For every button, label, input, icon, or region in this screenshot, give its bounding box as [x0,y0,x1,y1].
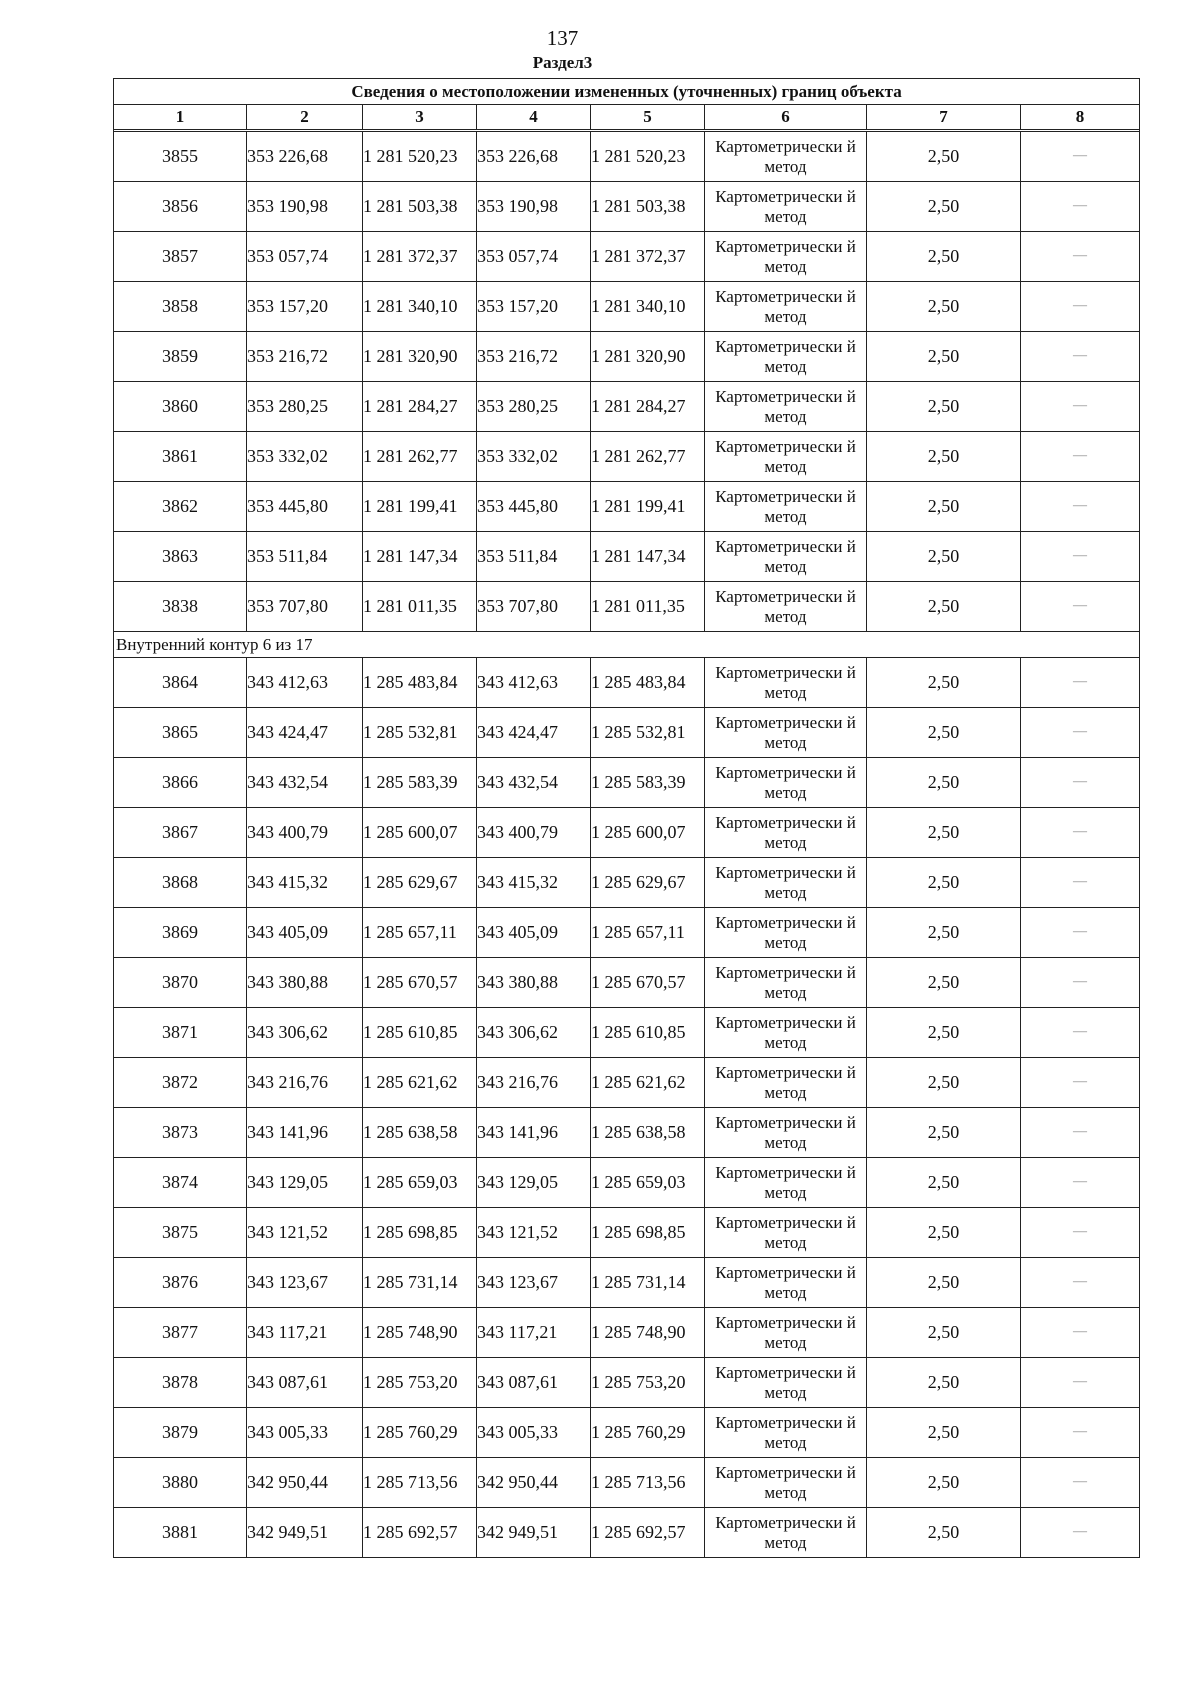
accuracy-cell: 2,50 [867,132,1021,182]
table-row [114,1308,1140,1358]
y-existing-cell: 1 285 657,11 [363,908,477,958]
accuracy-cell: 2,50 [867,182,1021,232]
description-cell: — [1021,1458,1140,1508]
point-number-cell: 3870 [114,958,247,1008]
x-new-cell: 353 332,02 [477,432,591,482]
y-new-cell: 1 281 372,37 [591,232,705,282]
accuracy-cell: 2,50 [867,532,1021,582]
point-number-cell: 3863 [114,532,247,582]
method-cell: Картометрически й метод [705,332,867,382]
y-existing-cell: 1 281 147,34 [363,532,477,582]
y-new-cell: 1 285 621,62 [591,1058,705,1108]
y-existing-cell: 1 281 520,23 [363,132,477,182]
point-number-cell: 3855 [114,132,247,182]
y-existing-cell: 1 281 372,37 [363,232,477,282]
point-number-cell: 3872 [114,1058,247,1108]
column-number: 8 [1021,105,1140,130]
method-cell: Картометрически й метод [705,582,867,632]
point-number-cell: 3875 [114,1208,247,1258]
y-existing-cell: 1 281 284,27 [363,382,477,432]
point-number-cell: 3861 [114,432,247,482]
x-existing-cell: 343 123,67 [247,1258,363,1308]
x-new-cell: 342 950,44 [477,1458,591,1508]
y-new-cell: 1 285 692,57 [591,1508,705,1558]
x-existing-cell: 343 005,33 [247,1408,363,1458]
x-new-cell: 353 226,68 [477,132,591,182]
x-new-cell: 343 306,62 [477,1008,591,1058]
x-existing-cell: 353 332,02 [247,432,363,482]
y-existing-cell: 1 281 011,35 [363,582,477,632]
y-existing-cell: 1 285 731,14 [363,1258,477,1308]
accuracy-cell: 2,50 [867,1458,1021,1508]
y-new-cell: 1 281 147,34 [591,532,705,582]
y-existing-cell: 1 285 760,29 [363,1408,477,1458]
y-existing-cell: 1 285 659,03 [363,1158,477,1208]
accuracy-cell: 2,50 [867,758,1021,808]
accuracy-cell: 2,50 [867,432,1021,482]
x-existing-cell: 343 412,63 [247,658,363,708]
point-number-cell: 3865 [114,708,247,758]
y-new-cell: 1 281 262,77 [591,432,705,482]
y-existing-cell: 1 281 503,38 [363,182,477,232]
point-number-cell: 3876 [114,1258,247,1308]
point-number-cell: 3873 [114,1108,247,1158]
accuracy-cell: 2,50 [867,1308,1021,1358]
table-row [114,1208,1140,1258]
accuracy-cell: 2,50 [867,1258,1021,1308]
y-existing-cell: 1 281 199,41 [363,482,477,532]
point-number-cell: 3864 [114,658,247,708]
y-existing-cell: 1 285 748,90 [363,1308,477,1358]
method-cell: Картометрически й метод [705,132,867,182]
y-new-cell: 1 285 698,85 [591,1208,705,1258]
description-cell: — [1021,1008,1140,1058]
table-row [114,1108,1140,1158]
method-cell: Картометрически й метод [705,432,867,482]
y-new-cell: 1 285 670,57 [591,958,705,1008]
y-new-cell: 1 285 659,03 [591,1158,705,1208]
column-number: 1 [114,105,247,130]
description-cell: — [1021,1208,1140,1258]
accuracy-cell: 2,50 [867,908,1021,958]
accuracy-cell: 2,50 [867,582,1021,632]
table-row [114,432,1140,482]
y-new-cell: 1 285 753,20 [591,1358,705,1408]
x-existing-cell: 342 949,51 [247,1508,363,1558]
point-number-cell: 3860 [114,382,247,432]
description-cell: — [1021,282,1140,332]
point-number-cell: 3879 [114,1408,247,1458]
accuracy-cell: 2,50 [867,282,1021,332]
method-cell: Картометрически й метод [705,858,867,908]
x-existing-cell: 343 141,96 [247,1108,363,1158]
x-existing-cell: 343 216,76 [247,1058,363,1108]
description-cell: — [1021,532,1140,582]
accuracy-cell: 2,50 [867,1508,1021,1558]
y-new-cell: 1 281 340,10 [591,282,705,332]
table-row [114,532,1140,582]
method-cell: Картометрически й метод [705,658,867,708]
x-new-cell: 343 123,67 [477,1258,591,1308]
table-row [114,758,1140,808]
x-existing-cell: 343 424,47 [247,708,363,758]
accuracy-cell: 2,50 [867,1158,1021,1208]
method-cell: Картометрически й метод [705,1158,867,1208]
y-existing-cell: 1 285 629,67 [363,858,477,908]
y-new-cell: 1 285 731,14 [591,1258,705,1308]
x-new-cell: 343 400,79 [477,808,591,858]
table-row [114,582,1140,632]
x-existing-cell: 343 121,52 [247,1208,363,1258]
column-number: 2 [247,105,363,130]
table-row [114,1158,1140,1208]
description-cell: — [1021,758,1140,808]
y-new-cell: 1 281 520,23 [591,132,705,182]
accuracy-cell: 2,50 [867,482,1021,532]
accuracy-cell: 2,50 [867,1408,1021,1458]
table-body [114,132,1140,1558]
x-new-cell: 343 087,61 [477,1358,591,1408]
x-new-cell: 353 707,80 [477,582,591,632]
y-existing-cell: 1 285 692,57 [363,1508,477,1558]
table-row [114,908,1140,958]
description-cell: — [1021,1508,1140,1558]
x-existing-cell: 353 445,80 [247,482,363,532]
contour-label: Внутренний контур 6 из 17 [114,632,1140,658]
y-new-cell: 1 281 320,90 [591,332,705,382]
description-cell: — [1021,808,1140,858]
accuracy-cell: 2,50 [867,858,1021,908]
table-row [114,232,1140,282]
accuracy-cell: 2,50 [867,708,1021,758]
column-number: 3 [363,105,477,130]
method-cell: Картометрически й метод [705,1458,867,1508]
accuracy-cell: 2,50 [867,658,1021,708]
y-new-cell: 1 285 657,11 [591,908,705,958]
accuracy-cell: 2,50 [867,382,1021,432]
x-new-cell: 353 157,20 [477,282,591,332]
column-number: 5 [591,105,705,130]
table-row [114,1358,1140,1408]
y-new-cell: 1 285 748,90 [591,1308,705,1358]
x-existing-cell: 353 707,80 [247,582,363,632]
description-cell: — [1021,858,1140,908]
accuracy-cell: 2,50 [867,1208,1021,1258]
y-existing-cell: 1 281 320,90 [363,332,477,382]
description-cell: — [1021,908,1140,958]
method-cell: Картометрически й метод [705,382,867,432]
x-new-cell: 353 280,25 [477,382,591,432]
table-row [114,708,1140,758]
description-cell: — [1021,958,1140,1008]
method-cell: Картометрически й метод [705,808,867,858]
point-number-cell: 3868 [114,858,247,908]
accuracy-cell: 2,50 [867,1008,1021,1058]
point-number-cell: 3867 [114,808,247,858]
x-existing-cell: 343 415,32 [247,858,363,908]
table-row [114,282,1140,332]
method-cell: Картометрически й метод [705,908,867,958]
description-cell: — [1021,1408,1140,1458]
accuracy-cell: 2,50 [867,232,1021,282]
table-row [114,1458,1140,1508]
y-new-cell: 1 281 284,27 [591,382,705,432]
description-cell: — [1021,382,1140,432]
x-new-cell: 343 117,21 [477,1308,591,1358]
y-new-cell: 1 281 503,38 [591,182,705,232]
x-new-cell: 353 511,84 [477,532,591,582]
y-new-cell: 1 285 532,81 [591,708,705,758]
y-new-cell: 1 285 629,67 [591,858,705,908]
x-new-cell: 353 057,74 [477,232,591,282]
y-new-cell: 1 285 760,29 [591,1408,705,1458]
table-row [114,382,1140,432]
method-cell: Картометрически й метод [705,1508,867,1558]
y-existing-cell: 1 285 483,84 [363,658,477,708]
y-existing-cell: 1 285 610,85 [363,1008,477,1058]
x-new-cell: 343 412,63 [477,658,591,708]
x-existing-cell: 353 226,68 [247,132,363,182]
table-row [114,1258,1140,1308]
point-number-cell: 3869 [114,908,247,958]
description-cell: — [1021,132,1140,182]
y-new-cell: 1 281 011,35 [591,582,705,632]
table-row [114,332,1140,382]
description-cell: — [1021,332,1140,382]
x-existing-cell: 343 117,21 [247,1308,363,1358]
method-cell: Картометрически й метод [705,182,867,232]
table-row [114,958,1140,1008]
x-new-cell: 343 432,54 [477,758,591,808]
y-existing-cell: 1 285 753,20 [363,1358,477,1408]
y-new-cell: 1 285 638,58 [591,1108,705,1158]
table-row [114,132,1140,182]
x-existing-cell: 353 157,20 [247,282,363,332]
x-new-cell: 343 424,47 [477,708,591,758]
table-row [114,482,1140,532]
point-number-cell: 3877 [114,1308,247,1358]
x-new-cell: 343 005,33 [477,1408,591,1458]
description-cell: — [1021,482,1140,532]
point-number-cell: 3871 [114,1008,247,1058]
point-number-cell: 3866 [114,758,247,808]
table-row [114,1408,1140,1458]
x-new-cell: 342 949,51 [477,1508,591,1558]
y-new-cell: 1 281 199,41 [591,482,705,532]
y-existing-cell: 1 285 621,62 [363,1058,477,1108]
x-existing-cell: 343 432,54 [247,758,363,808]
y-existing-cell: 1 285 638,58 [363,1108,477,1158]
x-new-cell: 353 445,80 [477,482,591,532]
method-cell: Картометрически й метод [705,1358,867,1408]
point-number-cell: 3874 [114,1158,247,1208]
x-new-cell: 343 405,09 [477,908,591,958]
column-number-row [114,105,1140,130]
x-existing-cell: 353 216,72 [247,332,363,382]
y-existing-cell: 1 285 532,81 [363,708,477,758]
x-new-cell: 353 190,98 [477,182,591,232]
table-caption: Сведения о местоположении измененных (уточненных) границ объекта [114,79,1140,105]
method-cell: Картометрически й метод [705,1108,867,1158]
page-number: 137 [546,26,579,50]
description-cell: — [1021,182,1140,232]
point-number-cell: 3878 [114,1358,247,1408]
x-existing-cell: 343 087,61 [247,1358,363,1408]
table-row [114,1508,1140,1558]
point-number-cell: 3838 [114,582,247,632]
table-row [114,1008,1140,1058]
contour-label-row [114,632,1140,658]
method-cell: Картометрически й метод [705,482,867,532]
column-number: 4 [477,105,591,130]
point-number-cell: 3862 [114,482,247,532]
accuracy-cell: 2,50 [867,958,1021,1008]
table-row [114,182,1140,232]
accuracy-cell: 2,50 [867,1358,1021,1408]
y-new-cell: 1 285 600,07 [591,808,705,858]
y-existing-cell: 1 285 713,56 [363,1458,477,1508]
method-cell: Картометрически й метод [705,758,867,808]
description-cell: — [1021,1258,1140,1308]
description-cell: — [1021,708,1140,758]
x-new-cell: 353 216,72 [477,332,591,382]
method-cell: Картометрически й метод [705,232,867,282]
column-number: 6 [705,105,867,130]
method-cell: Картометрически й метод [705,1258,867,1308]
x-existing-cell: 353 280,25 [247,382,363,432]
y-existing-cell: 1 285 600,07 [363,808,477,858]
y-existing-cell: 1 281 340,10 [363,282,477,332]
x-existing-cell: 343 129,05 [247,1158,363,1208]
accuracy-cell: 2,50 [867,808,1021,858]
description-cell: — [1021,1108,1140,1158]
description-cell: — [1021,232,1140,282]
column-number: 7 [867,105,1021,130]
method-cell: Картометрически й метод [705,1408,867,1458]
x-existing-cell: 343 400,79 [247,808,363,858]
method-cell: Картометрически й метод [705,532,867,582]
description-cell: — [1021,1058,1140,1108]
section-title: Раздел3 [532,53,593,72]
table-row [114,658,1140,708]
accuracy-cell: 2,50 [867,332,1021,382]
x-existing-cell: 343 306,62 [247,1008,363,1058]
x-new-cell: 343 129,05 [477,1158,591,1208]
description-cell: — [1021,1308,1140,1358]
x-new-cell: 343 380,88 [477,958,591,1008]
y-new-cell: 1 285 713,56 [591,1458,705,1508]
x-new-cell: 343 216,76 [477,1058,591,1108]
table-row [114,858,1140,908]
method-cell: Картометрически й метод [705,958,867,1008]
x-existing-cell: 343 405,09 [247,908,363,958]
boundary-coordinates-table [113,78,1140,1558]
description-cell: — [1021,658,1140,708]
y-new-cell: 1 285 583,39 [591,758,705,808]
y-existing-cell: 1 285 698,85 [363,1208,477,1258]
x-existing-cell: 353 190,98 [247,182,363,232]
y-existing-cell: 1 285 670,57 [363,958,477,1008]
x-existing-cell: 343 380,88 [247,958,363,1008]
point-number-cell: 3880 [114,1458,247,1508]
description-cell: — [1021,432,1140,482]
x-new-cell: 343 121,52 [477,1208,591,1258]
y-existing-cell: 1 285 583,39 [363,758,477,808]
point-number-cell: 3857 [114,232,247,282]
method-cell: Картометрически й метод [705,708,867,758]
method-cell: Картометрически й метод [705,1208,867,1258]
method-cell: Картометрически й метод [705,282,867,332]
x-existing-cell: 342 950,44 [247,1458,363,1508]
accuracy-cell: 2,50 [867,1058,1021,1108]
y-existing-cell: 1 281 262,77 [363,432,477,482]
table-row [114,1058,1140,1108]
point-number-cell: 3859 [114,332,247,382]
x-new-cell: 343 141,96 [477,1108,591,1158]
table-row [114,808,1140,858]
description-cell: — [1021,582,1140,632]
point-number-cell: 3858 [114,282,247,332]
method-cell: Картометрически й метод [705,1308,867,1358]
method-cell: Картометрически й метод [705,1008,867,1058]
point-number-cell: 3881 [114,1508,247,1558]
x-existing-cell: 353 057,74 [247,232,363,282]
y-new-cell: 1 285 483,84 [591,658,705,708]
description-cell: — [1021,1158,1140,1208]
accuracy-cell: 2,50 [867,1108,1021,1158]
y-new-cell: 1 285 610,85 [591,1008,705,1058]
x-new-cell: 343 415,32 [477,858,591,908]
point-number-cell: 3856 [114,182,247,232]
method-cell: Картометрически й метод [705,1058,867,1108]
x-existing-cell: 353 511,84 [247,532,363,582]
description-cell: — [1021,1358,1140,1408]
